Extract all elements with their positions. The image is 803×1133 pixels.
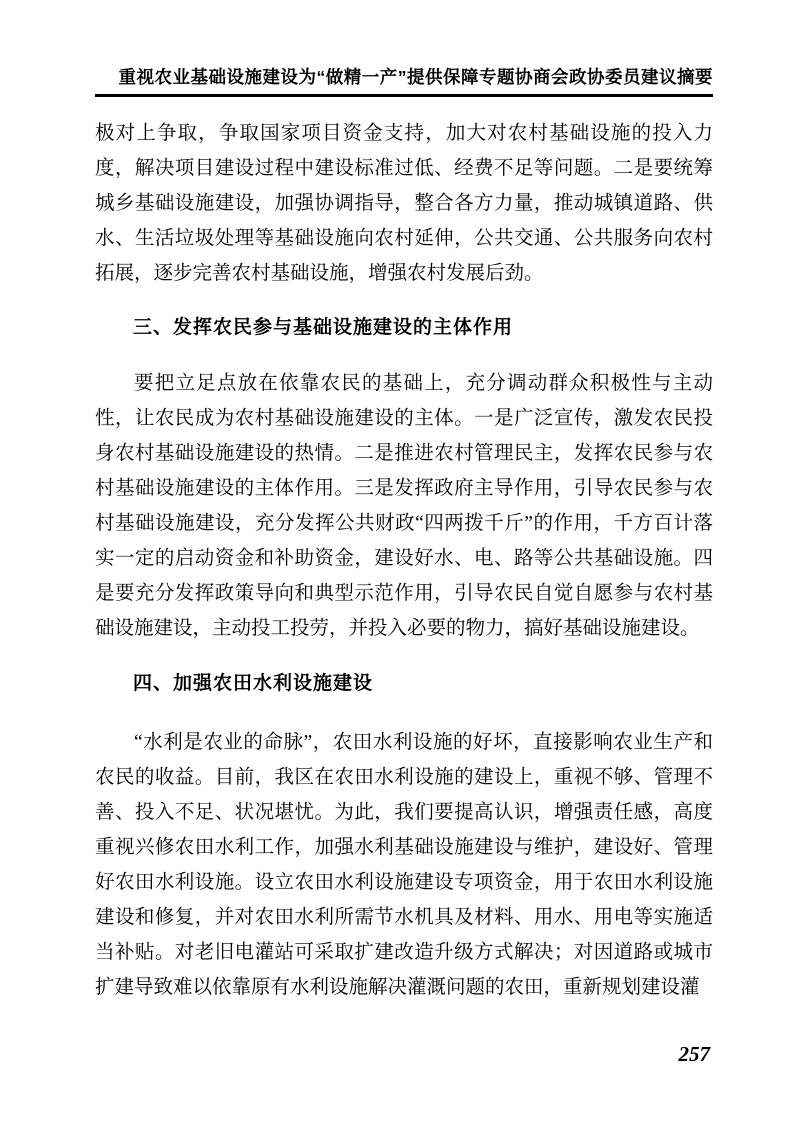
- section-heading-3: 三、发挥农民参与基础设施建设的主体作用: [133, 317, 514, 338]
- paragraph-section-3: 要把立足点放在依靠农民的基础上，充分调动群众积极性与主动性，让农民成为农村基础设施建设的主体。一是广泛宣传，激发农民投身农村基础设施建设的热情。二是推进农村管理民主，发挥农民参与农村基础设施建设的主体作用。三是发挥政府主导作用，引导农民参与农村基础设施建设，充分发挥公共财政“四两拨千斤”的作用，千方百计落实一定的启动资金和补助资金，建设好水、电、路等公共基础设施。四是要充分发挥政策导向和典型示范作用，引导农民自觉自愿参与农村基础设施建设，主动投工投劳，并投入必要的物力，搞好基础设施建设。: [95, 373, 713, 639]
- page-content: [95, 0, 713, 1005]
- section-heading-4: 四、加强农田水利设施建设: [133, 673, 374, 694]
- paragraph-section-4: “水利是农业的命脉”，农田水利设施的好坏，直接影响农业生产和农民的收益。目前，我区在农田水利设施的建设上，重视不够、管理不善、投入不足、状况堪忧。为此，我们要提高认识，增强责任感，高度重视兴修农田水利工作，加强水利基础设施建设与维护，建设好、管理好农田水利设施。设立农田水利设施建设专项资金，用于农田水利设施建设和修复，并对农田水利所需节水机具及材料、用水、用电等实施适当补贴。对老旧电灌站可采取扩建改造升级方式解决；对因道路或城市扩建导致难以依靠原有水利设施解决灌溉问题的农田，重新规划建设灌: [95, 732, 713, 998]
- page-number: 257: [678, 1042, 710, 1066]
- header-title: 重视农业基础设施建设为“做精一产”提供保障专题协商会政协委员建议摘要: [118, 67, 713, 87]
- page-header: [95, 64, 713, 97]
- paragraph-continued-from-previous-page: 极对上争取，争取国家项目资金支持，加大对农村基础设施的投入力度，解决项目建设过程中建设标准过低、经费不足等问题。二是要统筹城乡基础设施建设，加强协调指导，整合各方力量，推动城镇道路、供水、生活垃圾处理等基础设施向农村延伸，公共交通、公共服务向农村拓展，逐步完善农村基础设施，增强农村发展后劲。: [95, 123, 713, 284]
